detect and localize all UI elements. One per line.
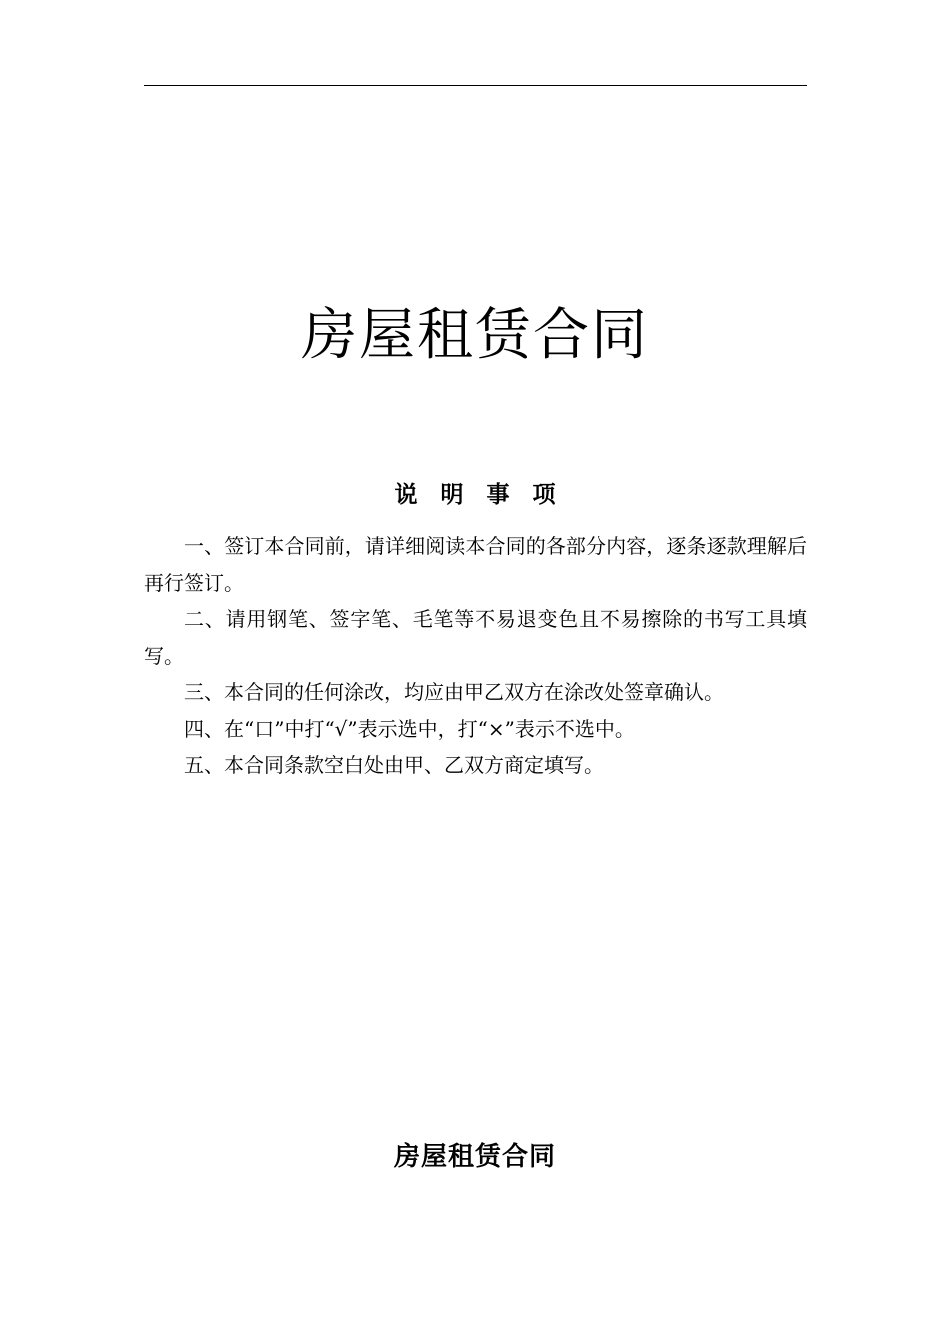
note-item: 二、请用钢笔、签字笔、毛笔等不易退变色且不易擦除的书写工具填写。 (144, 607, 807, 668)
notes-heading: 说明事项 (394, 481, 579, 508)
header-rule (144, 85, 807, 86)
note-item: 三、本合同的任何涂改，均应由甲乙双方在涂改处签章确认。 (184, 680, 724, 704)
notes-list (144, 528, 807, 784)
note-item: 四、在“口”中打“√”表示选中，打“×”表示不选中。 (184, 716, 635, 741)
document-title: 房屋租赁合同 (301, 303, 649, 368)
footer-title: 房屋租赁合同 (393, 1142, 556, 1172)
note-item: 一、签订本合同前，请详细阅读本合同的各部分内容，逐条逐款理解后再行签订。 (144, 534, 807, 595)
note-item: 五、本合同条款空白处由甲、乙双方商定填写。 (184, 753, 604, 777)
